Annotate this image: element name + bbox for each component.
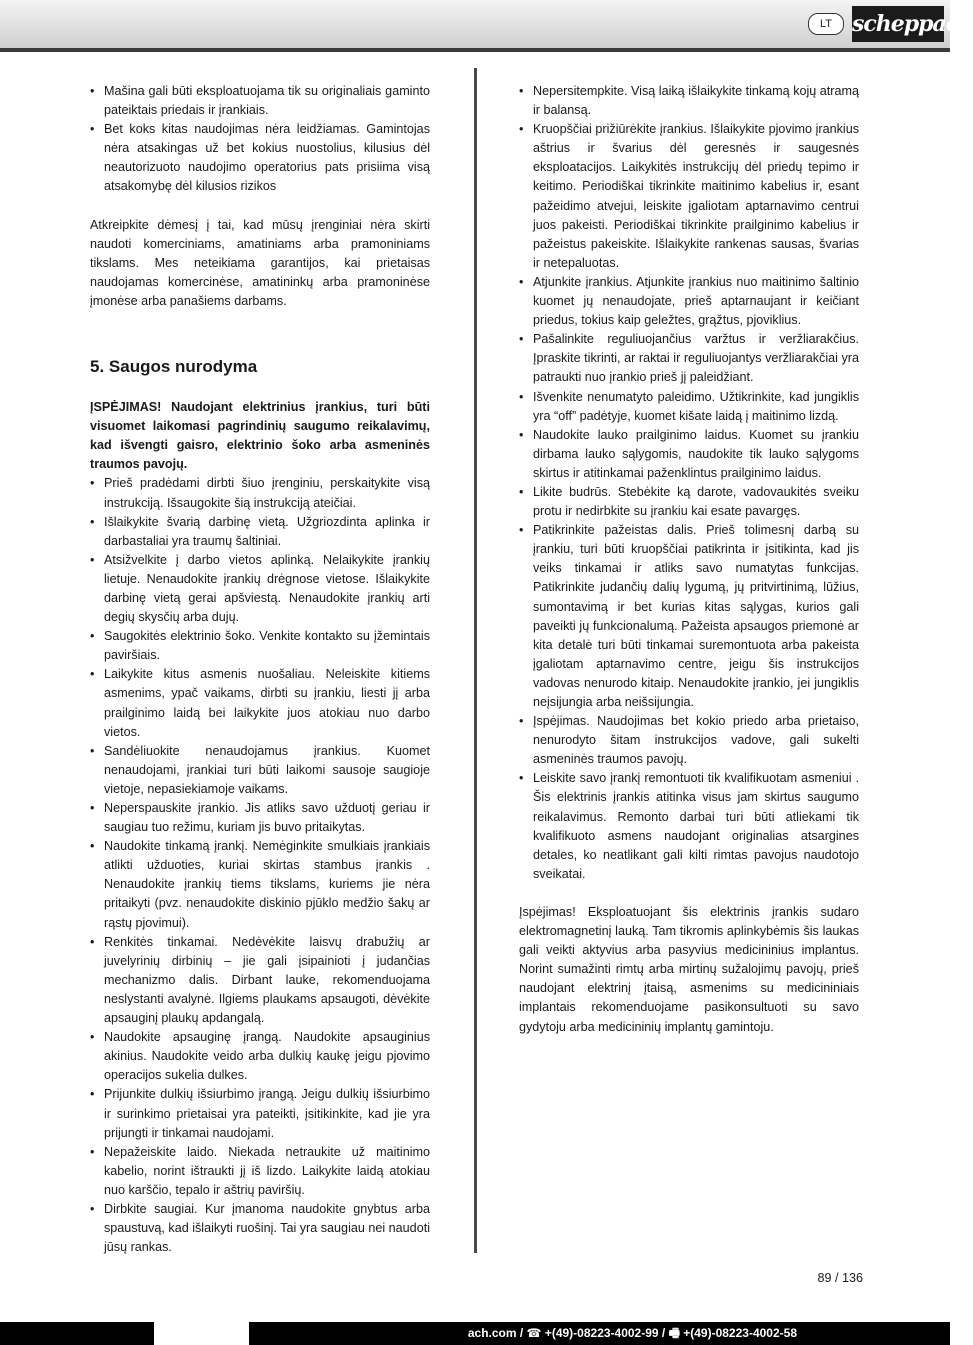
page-number: 89 / 136 xyxy=(817,1271,863,1285)
list-item: • Išvenkite nenumatyto paleidimo. Užtikrinkite, kad jungiklis yra “off” padėtyje, kuomet kišate laidą į maitinimo lizdą. xyxy=(519,388,859,426)
list-item: • Mašina gali būti eksploatuojama tik su originaliais gaminto pateiktais priedais ir įrankiais. xyxy=(90,82,430,120)
page-footer xyxy=(0,1322,950,1345)
language-badge: LT xyxy=(808,13,844,35)
list-item: • Leiskite savo įrankį remontuoti tik kvalifikuotam asmeniui . Šis elektrinis įrankis atitinka visus jam skirtus saugumo reikalavimus. Remonto darbai turi būti atliekami tik kvalifikuoto asmens naudojant originalias atsargines detales, ko neatlikant gali kilti rimtas pavojus naudotojo sveikatai. xyxy=(519,769,859,884)
list-item: • Laikykite kitus asmenis nuošaliau. Neleiskite kitiems asmenims, ypač vaikams, dirbti su įrankiu, liesti jį arba prailginimo laidą bei laikykite juos atokiau nuo darbo vietos. xyxy=(90,665,430,741)
list-item: • Neperspauskite įrankio. Jis atliks savo užduotį geriau ir saugiau tuo režimu, kuriam jis buvo pritaikytas. xyxy=(90,799,430,837)
page-header xyxy=(0,0,973,48)
list-item: • Naudokite tinkamą įrankį. Nemėginkite smulkiais įrankiais atlikti užduoties, kuriai skirtas stambus įrankis . Nenaudokite įrankių tiems tikslams, kuriems jie nėra pritaikyti (pvz. nenaudokite diskinio pjūklo medžio šakų ar rąstų pjovimui). xyxy=(90,837,430,932)
emf-warning-paragraph: Įspėjimas! Eksploatuojant šis elektrinis įrankis sudaro elektromagnetinį lauką. Tam tikromis aplinkybėmis šis laukas gali veikti aktyvius arba pasyvius medicininius implantus. Norint sumažinti rimtų arba mirtinų sužalojimų pavojų, prieš naudojant elektrinį įtaisą, asmenims su medicininiais implantais rekomenduojame pasikonsultuoti su savo gydytoju arba medicininių implantų gamintoju. xyxy=(519,904,859,1034)
section-heading: 5. Saugos nurodyma xyxy=(90,357,258,377)
left-column xyxy=(90,82,430,1257)
footer-gap xyxy=(154,1322,249,1345)
list-item: • Naudokite lauko prailginimo laidus. Kuomet su įrankiu dirbama lauko sąlygomis, naudokite tik lauko sąlygoms skirtus ir atitinkamai paženklintus prailginimo laidus. xyxy=(519,426,859,483)
list-item: • Bet koks kitas naudojimas nėra leidžiamas. Gamintojas nėra atsakingas už bet kokius nuostolius, kilusius dėl neautorizuoto naudojimo operatorius pats prisiima visą atsakomybę dėl kilusios rizikos xyxy=(90,120,430,196)
list-item: • Naudokite apsauginę įrangą. Naudokite apsauginius akinius. Naudokite veido arba dulkių kaukę jeigu pjovimo operacijos sukelia dulkes. xyxy=(90,1028,430,1085)
list-item: • Likite budrūs. Stebėkite ką darote, vadovaukitės sveiku protu ir nedirbkite su įrankiu kai esate pavargęs. xyxy=(519,483,859,521)
list-item: • Dirbkite saugiai. Kur įmanoma naudokite gnybtus arba spaustuvą, kad išlaikyti ruošinį. Tai yra saugiau nei naudoti jūsų rankas. xyxy=(90,1200,430,1257)
list-item: • Pašalinkite reguliuojančius varžtus ir veržliarakčius. Įpraskite tikrinti, ar raktai ir reguliuojantys veržliarakčiai yra patraukti nuo įrankio prieš jį paleidžiant. xyxy=(519,330,859,387)
list-item: • Įspėjimas. Naudojimas bet kokio priedo arba prietaiso, nenurodyto šitam instrukcijos vadove, gali sukelti asmeninės traumos pavojų. xyxy=(519,712,859,769)
column-divider xyxy=(474,68,477,1253)
list-item: • Nepažeiskite laido. Niekada netraukite už maitinimo kabelio, norint ištraukti jį iš lizdo. Laikykite laidą atokiau nuo karščio, tepalo ir aštrių paviršių. xyxy=(90,1143,430,1200)
safety-bullet-list-continued xyxy=(519,82,859,884)
list-item: • Prijunkite dulkių išsiurbimo įrangą. Jeigu dulkių išsiurbimo ir surinkimo prietaisai yra pateikti, įsitikinkite, kad jie yra prijungti ir tinkamai naudojami. xyxy=(90,1085,430,1142)
list-item: • Atsižvelkite į darbo vietos aplinką. Nelaikykite įrankių lietuje. Nenaudokite įrankių drėgnose vietose. Išlaikykite darbinę vietą gerai apšviestą. Nenaudokite įrankių arti degių skysčių arba dujų. xyxy=(90,551,430,627)
list-item: • Prieš pradėdami dirbti šiuo įrenginiu, perskaitykite visą instrukciją. Išsaugokite šią instrukciją ateičiai. xyxy=(90,474,430,512)
list-item: • Saugokitės elektrinio šoko. Venkite kontakto su įžemintais paviršiais. xyxy=(90,627,430,665)
list-item: • Išlaikykite švarią darbinę vietą. Užgriozdinta aplinka ir darbastaliai yra traumų šaltiniai. xyxy=(90,513,430,551)
list-item: • Patikrinkite pažeistas dalis. Prieš tolimesnį darbą su įrankiu, turi būti kruopščiai patikrinta ir įsitikinta, kad jis veiks tinkamai ir atliks savo numatytas funkcijas. Patikrinkite judančių dalių lygumą, jų pritvirtinimą, lūžius, sumontavimą ir bet kurias kitas sąlygas, kurios gali paveikti jų funkcionalumą. Pažeista apsaugos priemonė ar kita detalė turi būti tinkamai suremontuota arba pakeista įgaliotam aptarnavimo centre, jeigu šis instrukcijos vadovas nenurodo kitaip. Nenaudokite įrankio, jei jungiklis neįsijungia arba neišsijungia. xyxy=(519,521,859,712)
list-item: • Kruopščiai prižiūrėkite įrankius. Išlaikykite pjovimo įrankius aštrius ir švarius dėl geresnės ir saugesnės eksploatacijos. Laikykitės instrukcijų dėl priedų tepimo ir keitimo. Periodiškai tikrinkite maitinimo kabelius ir, esant pažeidimo atvejui, leiskite įgaliotam aptarnavimo centrui juos pakeisti. Periodiškai tikrinkite prailginimo kabelius ir pažeistus pakeiskite. Išlaikykite rankenas sausas, švarias ir netepaluotas. xyxy=(519,120,859,273)
list-item: • Nepersitempkite. Visą laiką išlaikykite tinkamą kojų atramą ir balansą. xyxy=(519,82,859,120)
intro-bullet-list xyxy=(90,82,430,197)
list-item: • Atjunkite įrankius. Atjunkite įrankius nuo maitinimo šaltinio kuomet jų nenaudojate, prieš aptarnaujant ir keičiant priedus, tokius kaip geležtes, grąžtus, pjoviklius. xyxy=(519,273,859,330)
header-rule xyxy=(0,48,950,52)
brand-logo: scheppach xyxy=(852,6,944,42)
footer-contact: ach.com / ☎ +(49)-08223-4002-99 / 🖷 +(49)-08223-4002-58 xyxy=(467,1326,797,1340)
right-column xyxy=(519,82,859,1037)
commercial-use-note: Atkreipkite dėmesį į tai, kad mūsų įrenginiai nėra skirti naudoti komerciniams, amatiniams arba pramoniniams tikslams. Mes neteikiama garantijos, kai prietaisas naudojamas komercinėse, amatininkų arba pramoninėse įmonėse arba panašiems darbams. xyxy=(90,217,430,308)
warning-paragraph: ĮSPĖJIMAS! Naudojant elektrinius įrankius, turi būti visuomet laikomasi pagrindinių saugumo reikalavimų, kad išvengti gaisro, elektrinio šoko arba asmeninės traumos pavojų. xyxy=(90,400,430,472)
list-item: • Renkitės tinkamai. Nedėvėkite laisvų drabužių ar juvelyrinių dirbinių – jie gali įsipainioti į judančias mechanizmo dalis. Dirbant lauke, rekomenduojama neslystanti avalynė. Ilgiems plaukams apsaugoti, dėvėkite apsauginį plaukų apdangalą. xyxy=(90,933,430,1028)
safety-bullet-list xyxy=(90,474,430,1257)
list-item: • Sandėliuokite nenaudojamus įrankius. Kuomet nenaudojami, įrankiai turi būti laikomi sausoje saugioje vietoje, nepasiekiamoje vaikams. xyxy=(90,742,430,799)
